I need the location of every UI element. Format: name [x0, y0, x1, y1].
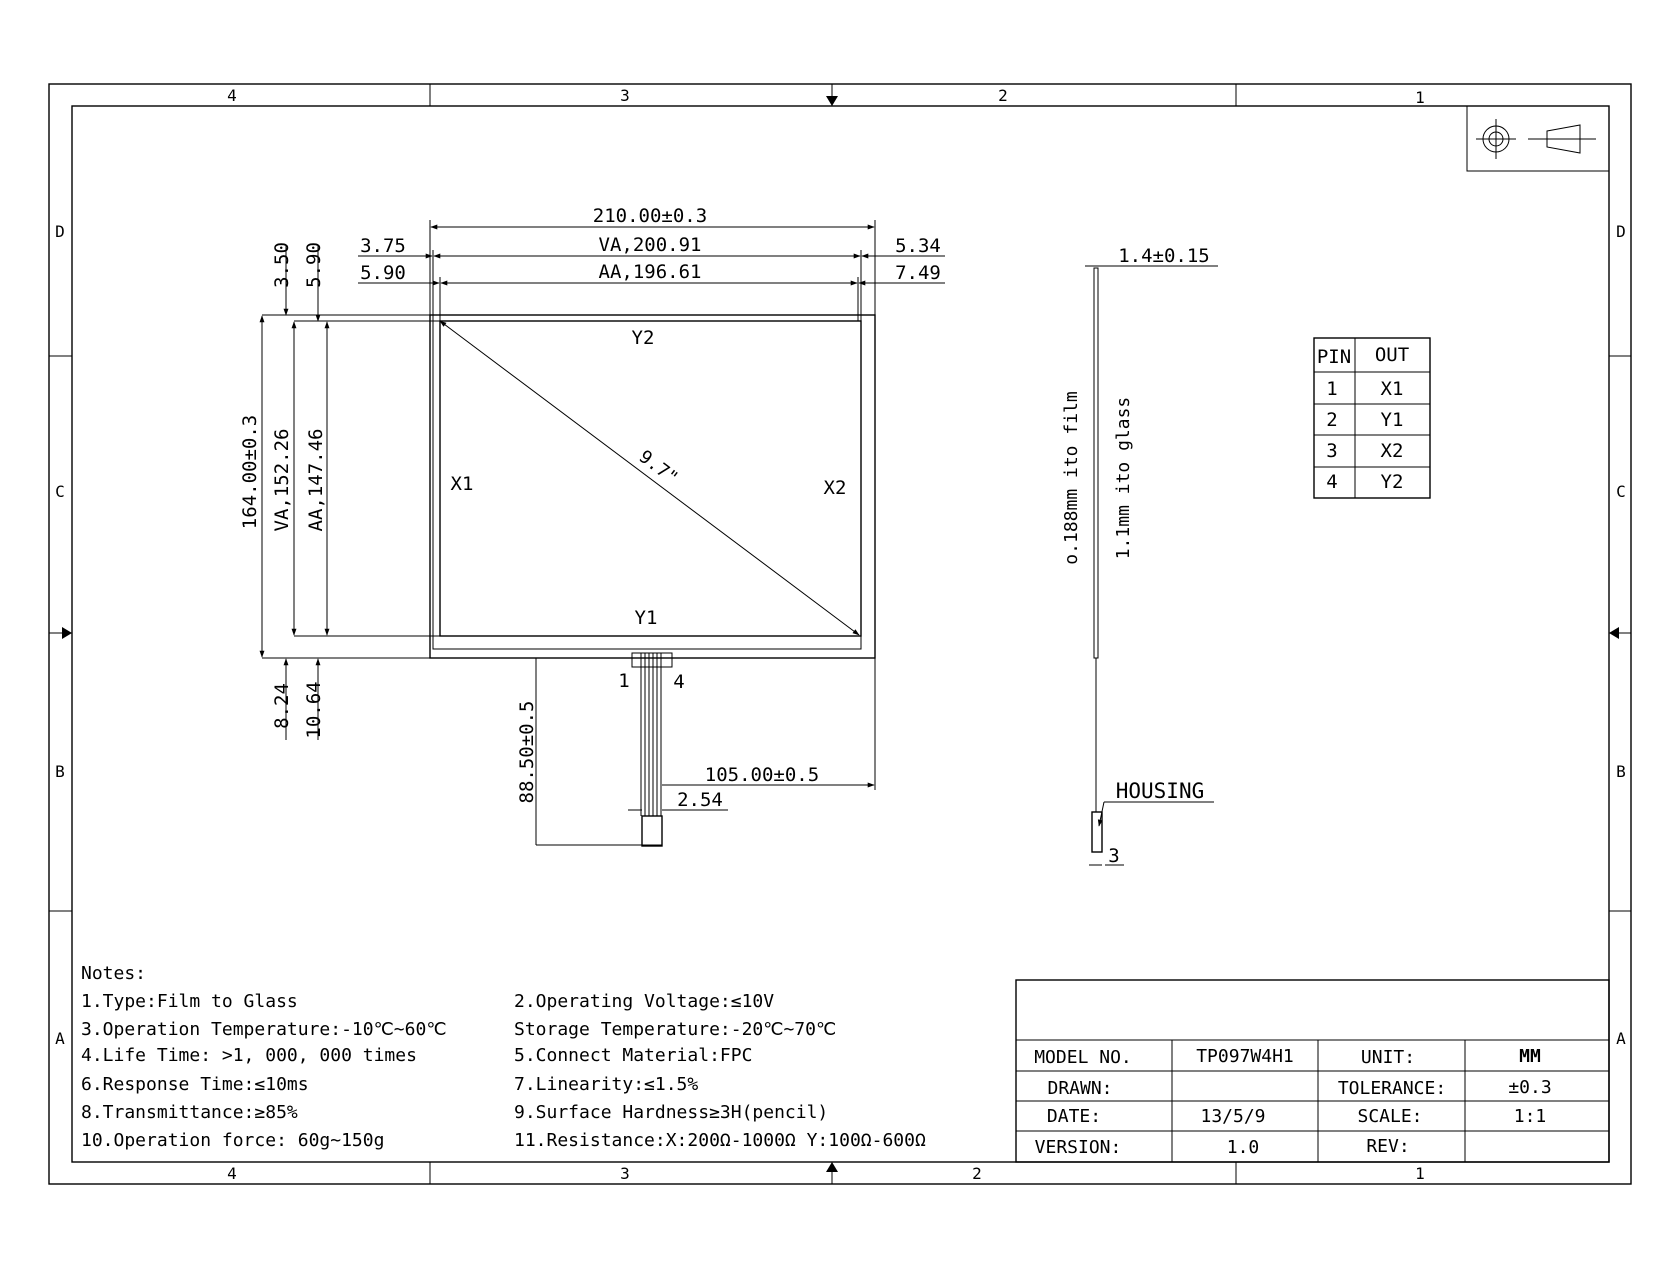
- tail-dimensions: [516, 658, 875, 845]
- row-label-right: D: [1616, 222, 1626, 241]
- dim-right-va-offset: 5.34: [895, 235, 941, 257]
- date-label: DATE:: [1046, 1106, 1102, 1127]
- label-diagonal: 9.7": [634, 446, 682, 490]
- dim-top-aa-offset: 5.90: [303, 242, 325, 288]
- note-item: 1.Type:Film to Glass: [81, 991, 298, 1012]
- pin-table-cell: Y1: [1380, 409, 1404, 431]
- dim-left-aa-offset: 5.90: [360, 262, 406, 284]
- scale-label: SCALE:: [1357, 1106, 1423, 1127]
- pin-last-label: 4: [673, 671, 685, 693]
- dim-width-overall: 210.00±0.3: [592, 205, 708, 227]
- row-label-left: B: [55, 762, 65, 781]
- model-label: MODEL NO.: [1034, 1047, 1132, 1068]
- fpc-tail: [618, 653, 684, 846]
- pin-first-label: 1: [618, 670, 630, 692]
- tolerance-label: TOLERANCE:: [1337, 1078, 1447, 1099]
- col-label-bottom: 3: [620, 1164, 630, 1183]
- dim-bottom-aa-offset: 10.64: [303, 681, 325, 739]
- row-label-left: C: [55, 482, 65, 501]
- dim-height-overall: 164.00±0.3: [239, 414, 261, 530]
- dim-tail-length: 88.50±0.5: [516, 700, 538, 804]
- note-item: 2.Operating Voltage:≤10V: [514, 991, 775, 1012]
- dim-aa-height: AA,147.46: [305, 428, 327, 532]
- row-label-left: A: [55, 1029, 65, 1048]
- title-block: [1016, 980, 1609, 1162]
- col-label-top: 3: [620, 86, 630, 105]
- dim-va-width: VA,200.91: [598, 234, 702, 256]
- pin-table-cell: X2: [1380, 440, 1404, 462]
- panel-side-view: [1061, 245, 1218, 867]
- panel-front-view: [262, 315, 875, 658]
- pin-table: [1314, 338, 1430, 498]
- pin-table-header: OUT: [1374, 344, 1410, 366]
- col-label-top: 4: [227, 86, 237, 105]
- unit-value: MM: [1519, 1046, 1541, 1067]
- label-x2: X2: [823, 477, 847, 499]
- version-label: VERSION:: [1034, 1137, 1122, 1158]
- label-y1: Y1: [634, 607, 658, 629]
- row-label-right: B: [1616, 762, 1626, 781]
- dim-tail-position: 105.00±0.5: [704, 764, 820, 786]
- pin-table-cell: X1: [1380, 378, 1404, 400]
- side-housing-dim: 3: [1108, 845, 1120, 867]
- label-y2: Y2: [631, 327, 655, 349]
- tolerance-value: ±0.3: [1508, 1077, 1552, 1098]
- top-dimension-labels: [360, 205, 941, 284]
- pin-table-cell: 4: [1326, 471, 1338, 493]
- dim-pin-pitch: 2.54: [677, 789, 723, 811]
- col-label-top: 1: [1415, 88, 1425, 107]
- dim-va-height: VA,152.26: [271, 428, 293, 532]
- note-item: 8.Transmittance:≥85%: [81, 1102, 298, 1123]
- row-label-right: C: [1616, 482, 1626, 501]
- scale-value: 1:1: [1513, 1106, 1547, 1127]
- side-glass-label: 1.1mm ito glass: [1113, 396, 1134, 560]
- pin-table-cell: 3: [1326, 440, 1338, 462]
- dim-left-va-offset: 3.75: [360, 235, 406, 257]
- pin-table-cell: Y2: [1380, 471, 1404, 493]
- note-item: 11.Resistance:X:200Ω-1000Ω Y:100Ω-600Ω: [514, 1130, 926, 1151]
- notes: [81, 963, 926, 1151]
- col-label-bottom: 1: [1415, 1164, 1425, 1183]
- unit-label: UNIT:: [1360, 1047, 1416, 1068]
- drawn-label: DRAWN:: [1047, 1078, 1113, 1099]
- dim-top-va-offset: 3.50: [271, 242, 293, 288]
- col-label-top: 2: [998, 86, 1008, 105]
- note-item: 7.Linearity:≤1.5%: [514, 1074, 699, 1095]
- projection-symbol-icon: [1467, 106, 1609, 171]
- dim-aa-width: AA,196.61: [598, 261, 702, 283]
- electrode-labels: [451, 327, 847, 629]
- side-thickness: 1.4±0.15: [1118, 245, 1210, 267]
- notes-title: Notes:: [81, 963, 147, 984]
- row-label-left: D: [55, 222, 65, 241]
- dim-bottom-va-offset: 8.24: [271, 683, 293, 729]
- version-value: 1.0: [1226, 1137, 1260, 1158]
- note-item: 5.Connect Material:FPC: [514, 1045, 753, 1066]
- left-dimensions: [239, 316, 327, 740]
- note-item: 4.Life Time: >1, 000, 000 times: [81, 1045, 417, 1066]
- note-item: 6.Response Time:≤10ms: [81, 1074, 309, 1095]
- col-label-bottom: 2: [972, 1164, 982, 1183]
- note-item: 3.Operation Temperature:-10℃~60℃: [81, 1019, 447, 1040]
- dim-right-aa-offset: 7.49: [895, 262, 941, 284]
- top-offset-vertical-dims: [271, 242, 325, 321]
- date-value: 13/5/9: [1200, 1106, 1266, 1127]
- side-film-label: o.188mm ito film: [1061, 391, 1082, 565]
- row-label-right: A: [1616, 1029, 1626, 1048]
- side-housing-label: HOUSING: [1115, 779, 1205, 803]
- pin-table-cell: 2: [1326, 409, 1338, 431]
- note-item: 10.Operation force: 60g~150g: [81, 1130, 385, 1151]
- note-item: Storage Temperature:-20℃~70℃: [514, 1019, 837, 1040]
- label-x1: X1: [450, 473, 474, 495]
- pin-table-header: PIN: [1316, 346, 1352, 368]
- model-value: TP097W4H1: [1196, 1046, 1294, 1067]
- note-item: 9.Surface Hardness≥3H(pencil): [514, 1102, 829, 1123]
- rev-label: REV:: [1366, 1136, 1410, 1157]
- col-label-bottom: 4: [227, 1164, 237, 1183]
- pin-table-cell: 1: [1326, 378, 1338, 400]
